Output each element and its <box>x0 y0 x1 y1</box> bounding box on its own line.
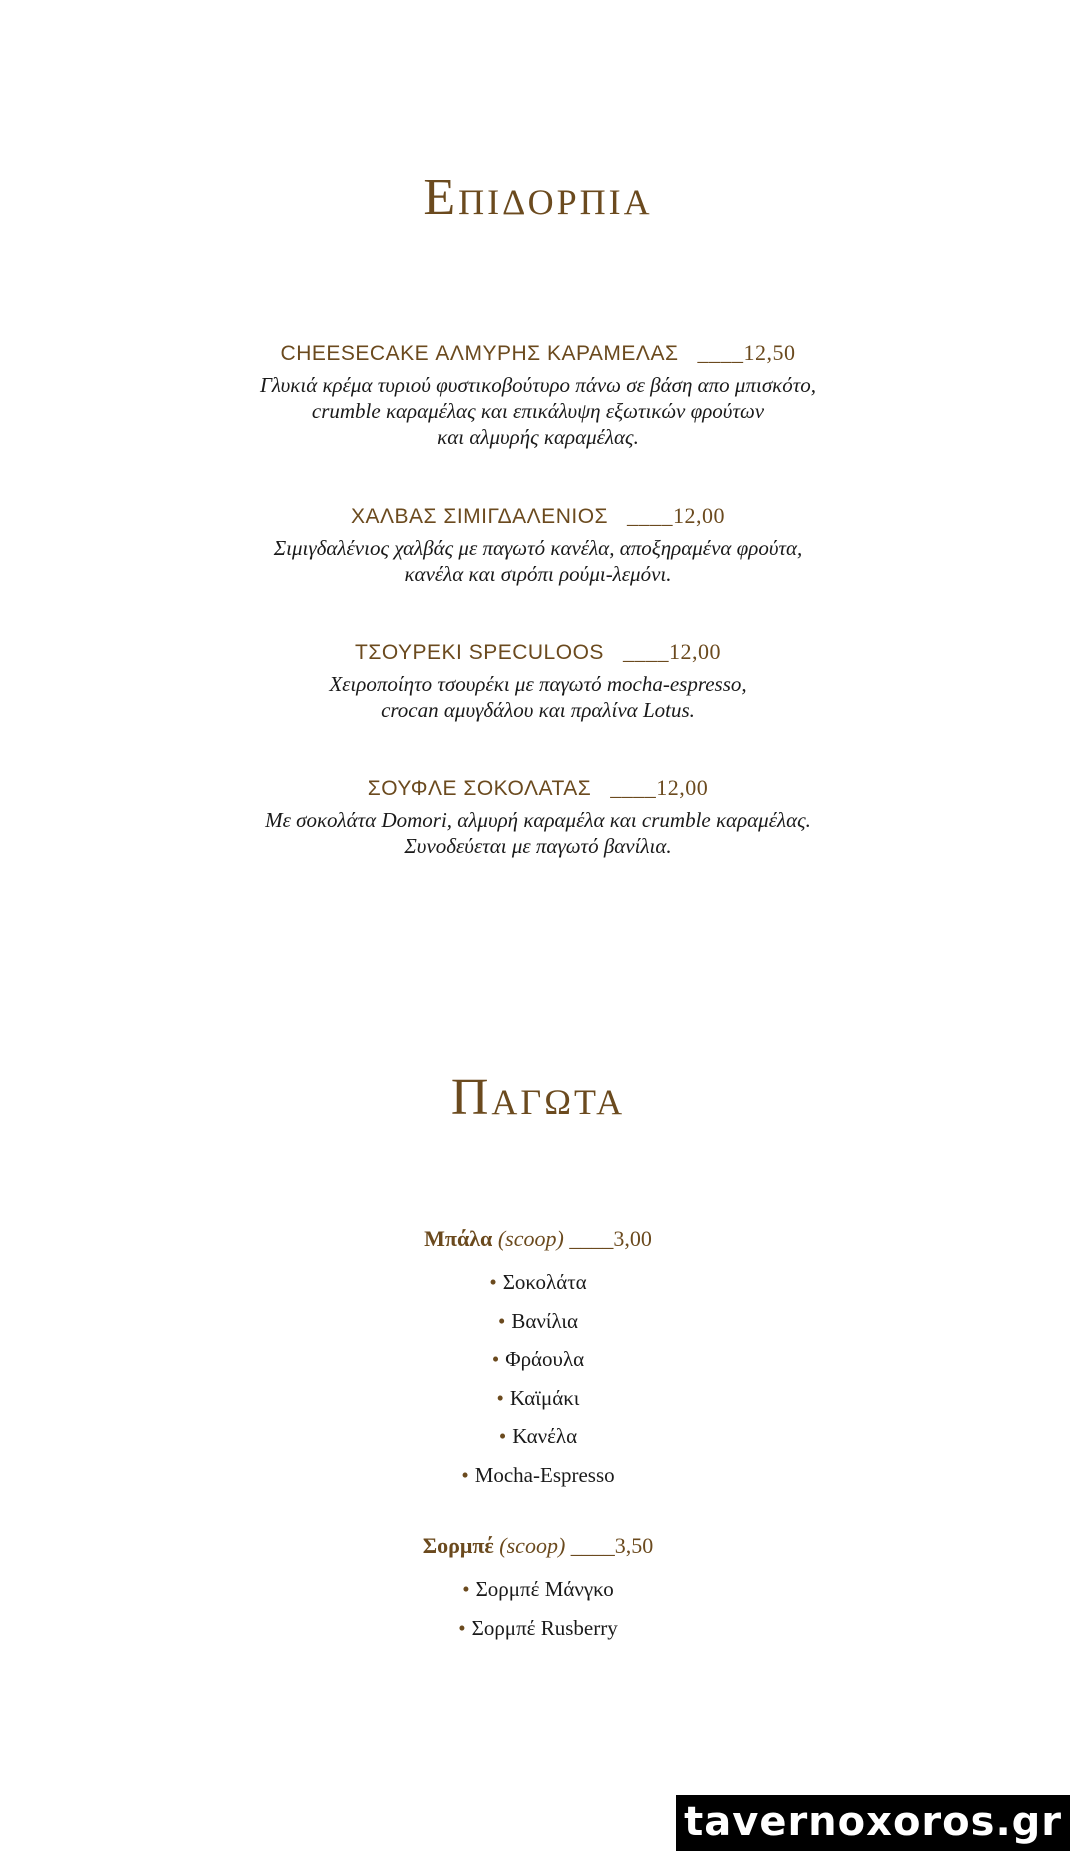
dish-header <box>0 339 1076 368</box>
dish-description <box>0 807 1076 859</box>
flavor-item: • Σοκολάτα <box>0 1263 1076 1302</box>
description-line: Γλυκιά κρέμα τυριού φυστικοβούτυρο πάνω σε βάση απο μπισκότο, <box>259 373 817 397</box>
icecream-group-header <box>0 1225 1076 1253</box>
dish-description <box>0 372 1076 450</box>
icecream-group-name: Σορμπέ <box>422 1533 494 1558</box>
icecream-group-sorbet <box>0 1532 1076 1647</box>
dish-price: ____12,00 <box>622 639 721 664</box>
dessert-item <box>0 502 1076 587</box>
dessert-item <box>0 339 1076 450</box>
dish-header <box>0 774 1076 803</box>
desserts-title: Επιδορπια <box>423 169 653 226</box>
watermark-label: tavernoxoros.gr <box>676 1795 1070 1851</box>
flavor-item: • Σορμπέ Μάνγκο <box>0 1570 1076 1609</box>
flavor-item: • Κανέλα <box>0 1417 1076 1456</box>
description-line: κανέλα και σιρόπι ρούμι-λεμόνι. <box>404 562 672 586</box>
dessert-item <box>0 774 1076 859</box>
dish-name: ΣΟΥΦΛΕ ΣΟΚΟΛΑΤΑΣ <box>367 777 592 800</box>
dessert-item <box>0 638 1076 723</box>
description-line: crocan αμυγδάλου και πραλίνα Lotus. <box>381 698 695 722</box>
dish-header <box>0 502 1076 531</box>
dish-header <box>0 638 1076 667</box>
dish-name: ΤΣΟΥΡΕΚΙ SPECULOOS <box>355 641 604 664</box>
description-line: Με σοκολάτα Domori, αλμυρή καραμέλα και crumble καραμέλας. <box>265 808 811 832</box>
icecream-group-price: ____3,00 <box>569 1226 652 1251</box>
flavor-item: • Φράουλα <box>0 1340 1076 1379</box>
flavor-item: • Σορμπέ Rusberry <box>0 1609 1076 1648</box>
description-line: crumble καραμέλας και επικάλυψη εξωτικών φρούτων <box>311 399 765 423</box>
dish-price: ____12,00 <box>627 503 726 528</box>
description-line: Χειροποίητο τσουρέκι με παγωτό mocha-espresso, <box>329 672 747 696</box>
icecream-group-scoop <box>0 1225 1076 1494</box>
icecream-group-name: Μπάλα <box>424 1226 493 1251</box>
flavor-item: • Καϊμάκι <box>0 1379 1076 1418</box>
dish-name: ΧΑΛΒΑΣ ΣΙΜΙΓΔΑΛΕΝΙΟΣ <box>350 505 609 528</box>
icecream-group-sub: (scoop) <box>499 1533 566 1558</box>
icecream-group-price: ____3,50 <box>570 1533 654 1558</box>
description-line: Συνοδεύεται με παγωτό βανίλια. <box>404 834 672 858</box>
dish-name: CHEESECAKE ΑΛΜΥΡΗΣ ΚΑΡΑΜΕΛΑΣ <box>280 342 679 365</box>
icecream-group-sub: (scoop) <box>497 1226 564 1251</box>
description-line: Σιμιγδαλένιος χαλβάς με παγωτό κανέλα, αποξηραμένα φρούτα, <box>273 536 803 560</box>
icecream-title: Παγωτα <box>450 1069 626 1126</box>
flavor-item: • Mocha-Espresso <box>0 1456 1076 1495</box>
flavor-list <box>0 1570 1076 1647</box>
dish-price: ____12,50 <box>697 340 796 365</box>
flavor-list <box>0 1263 1076 1494</box>
description-line: και αλμυρής καραμέλας. <box>437 425 639 449</box>
icecream-group-header <box>0 1532 1076 1560</box>
dish-price: ____12,00 <box>610 775 709 800</box>
dish-description <box>0 535 1076 587</box>
dish-description <box>0 671 1076 723</box>
flavor-item: • Βανίλια <box>0 1302 1076 1341</box>
